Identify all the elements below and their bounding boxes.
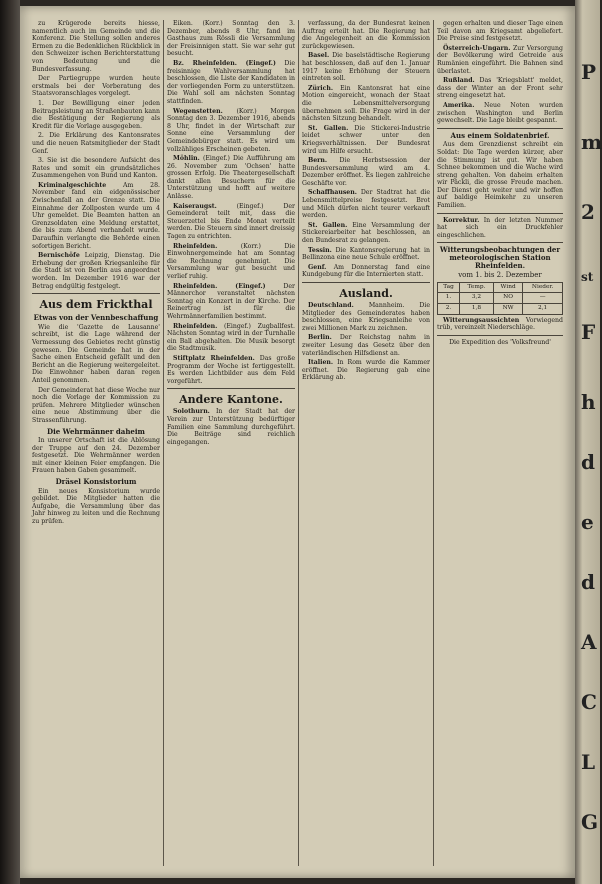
section-title: Kaiseraugst. [173, 202, 217, 210]
divider [32, 293, 160, 294]
table-title: Witterungsbeobachtungen der meteorologischen Station Rheinfelden. [439, 245, 561, 270]
section-title: Witterungsaussichten [443, 316, 520, 324]
section-title: Österreich-Ungarn. [443, 44, 511, 52]
paragraph: verfassung, da der Bundesrat keinen Auftrag erteilt hat. Die Regierung hat die Angelegenheit an die Kommission zurückgewiesen. [302, 20, 430, 50]
column-4 [437, 20, 563, 866]
section-text: Am Donnerstag fand eine Kundgebung für die Internierten statt. [302, 263, 430, 279]
section-heading: Andere Kantone. [179, 393, 283, 407]
section-text: Die Herbstsession der Bundesversammlung wird am 4. Dezember eröffnet. Es liegen zahlreiche Geschäfte vor. [302, 157, 430, 187]
table-header: Tag [438, 282, 460, 293]
section-title: Tessin. [308, 246, 332, 254]
divider [302, 282, 430, 283]
table-header: Wind [493, 282, 522, 293]
section-title: Italien. [308, 359, 334, 367]
next-page-edge [575, 0, 600, 884]
paragraph: Aus dem Grenzdienst schreibt ein Soldat: Die Tage werden kürzer, aber die Stimmung ist gut. Wir haben Schnee bekommen und die Wache wird streng gehalten. Von daheim erhalten wir Päckli, die grosse Freude machen. Der Dienst geht weiter und wir hoffen auf baldige Heimkehr zu unseren Familien. [437, 141, 563, 210]
edge-letter: e [581, 510, 594, 534]
section-title: Rußland. [443, 77, 475, 85]
subheading: Etwas von der Vennbeschaffung [33, 313, 159, 323]
section-title: St. Gallen. [308, 221, 348, 229]
section-text: Leipzig, Dienstag. Die Erhebung der großen Kriegsanleihe für die Stadt ist von Berlin aus angeordnet worden. Im Dezember 1916 war der Betrag endgültig festgelegt. [32, 252, 161, 290]
section-title: Bern. [308, 157, 328, 165]
section-text: (Korr.) Die Einwohnergemeinde hat am Sonntag die Rechnung genehmigt. Die Versammlung war gut besucht und verlief ruhig. [167, 242, 296, 280]
table-cell: 2. [438, 304, 460, 315]
table-header: Nieder. [523, 282, 563, 293]
paragraph: Wie die 'Gazette de Lausanne' schreibt, ist die Lage während der Vermessung des Gebietes recht günstig gewesen. Die Gemeinde hat in der Sache einen Entscheid gefällt und den Bericht an die Regierung weitergeleitet. Die Einwohner haben daran regen Anteil genommen. [32, 323, 160, 384]
section-title: Schaffhausen. [308, 189, 357, 197]
section-title: Korrektur. [443, 216, 480, 224]
table-cell: NW [493, 304, 522, 315]
section-title: Bernischöfe [38, 252, 80, 260]
table-header: Temp. [460, 282, 494, 293]
section-title: Kriminalgeschichte [38, 181, 107, 189]
paragraph: Der Partiegruppe wurden heute erstmals bei der Vorberatung des Staatsvoranschlages vorgelegt. [32, 75, 160, 98]
table-cell: — [523, 293, 563, 304]
edge-letter: h [581, 390, 596, 414]
divider [437, 242, 563, 243]
column-1 [32, 20, 160, 866]
divider [437, 335, 563, 336]
column-rule [298, 20, 299, 866]
footer-note: Die Expedition des 'Volksfreund' [449, 338, 551, 346]
section-title: Zürich. [308, 84, 334, 92]
paragraph: Eiken. (Korr.) Sonntag den 3. Dezember, abends 8 Uhr, fand im Gasthaus zum Rössli die Versammlung der Freisinnigen statt. Sie war sehr gut besucht. [167, 20, 295, 58]
section-title: Rheinfelden. (Eingef.) [173, 282, 266, 290]
section-text: Die Stickerei-Industrie leidet schwer unter den Kriegsverhältnissen. Der Bundesrat wird um Hilfe ersucht. [302, 124, 430, 155]
section-text: Zur Versorgung der Bevölkerung wird Getreide aus Rumänien eingeführt. Die Bahnen sind überlastet. [437, 44, 563, 75]
section-title: Solothurn. [173, 408, 210, 416]
section-title: St. Gallen. [308, 124, 349, 132]
section-text: Die freisinnige Wahlversammlung hat beschlossen, die Liste der Kandidaten in der vorliegenden Form zu unterstützen. Die Wahl soll am nächsten Sonntag stattfinden. [167, 59, 295, 105]
section-text: Das große Programm der Woche ist fertiggestellt. Es werden Lichtbilder aus dem Feld vorgeführt. [167, 354, 295, 385]
section-title: Berlin. [308, 334, 332, 342]
edge-letter: st [581, 270, 594, 284]
section-title: Bz. Rheinfelden. (Eingef.) [173, 59, 276, 67]
column-3 [302, 20, 430, 866]
weather-table [437, 282, 563, 315]
column-rule [163, 20, 164, 866]
section-text: Der Reichstag nahm in zweiter Lesung das Gesetz über den vaterländischen Hilfsdienst an. [302, 334, 430, 357]
divider [437, 128, 563, 129]
section-text: Die Kantonsregierung hat in Bellinzona eine neue Schule eröffnet. [302, 246, 430, 262]
section-text: Der Männerchor veranstaltet nächsten Sonntag ein Konzert in der Kirche. Der Reinertrag ist für die Wehrmännerfamilien bestimmt. [167, 282, 295, 320]
edge-letter: d [581, 450, 595, 474]
section-text: Mannheim. Die Mitglieder des Gemeinderates haben beschlossen, eine Kriegsanleihe von zwei Millionen Mark zu zeichnen. [302, 302, 430, 332]
edge-letter: d [581, 570, 595, 594]
section-title: Deutschland. [308, 302, 354, 309]
section-title: Stiftplatz Rheinfelden. [173, 354, 255, 362]
paragraph: 2. Die Erklärung des Kantonsrates und die neuen Ratsmitglieder der Stadt Genf. [32, 132, 160, 155]
paragraph: In unserer Ortschaft ist die Ablösung der Truppe auf den 24. Dezember festgesetzt. Die Wehrmänner werden mit einer kleinen Feier empfangen. Die Frauen haben Gaben gesammelt. [32, 437, 160, 475]
subheading: Dräsel Konsistorium [55, 477, 137, 487]
section-text: (Eingef.) Die Aufführung am 26. November zum 'Ochsen' hatte grossen Erfolg. Die Theatergesellschaft dankt allen Besuchern für die Unterstützung und hofft auf weitere Anlässe. [167, 155, 296, 201]
section-text: Vorwiegend trüb, vereinzelt Niederschläge. [437, 316, 563, 332]
paragraph: 3. Sie ist die besondere Aufsicht des Rates und somit ein grundsätzliches Zusammengehen von Bund und Kanton. [32, 157, 160, 180]
divider [437, 213, 563, 214]
section-text: Der Stadtrat hat die Lebensmittelpreise festgesetzt. Brot und Milch dürfen nicht teurer verkauft werden. [302, 189, 430, 220]
section-text: In der letzten Nummer hat sich ein Druckfehler eingeschlichen. [437, 216, 564, 239]
newspaper-page [20, 6, 575, 878]
table-subtitle: vom 1. bis 2. Dezember [458, 271, 542, 280]
edge-letter: m [581, 130, 602, 154]
paragraph: 1. Der Bewilligung einer jeden Beitragsleistung an Straßenbauten kann die Bestätigung der Regierung als Kredit für die Vorlage ausgegeben. [32, 99, 160, 130]
section-heading: Ausland. [339, 287, 393, 300]
section-text: In der Stadt hat der Verein zur Unterstützung bedürftiger Familien eine Sammlung durchgeführt. Die Beiträge sind reichlich eingegangen. [167, 408, 295, 446]
edge-letter: F [581, 320, 596, 344]
table-row [438, 293, 563, 304]
section-title: Basel. [308, 52, 330, 60]
section-text: (Korr.) Morgen Sonntag den 3. Dezember 1916, abends 8 Uhr, findet in der Wirtschaft zur Sonne eine Versammlung der Gemeindebürger statt. Es wird um vollzähliges Erscheinen gebeten. [167, 107, 295, 153]
edge-letter: 2 [581, 200, 595, 224]
edge-letter: L [581, 750, 596, 774]
edge-letter: G [581, 810, 599, 834]
section-text: Neue Noten wurden zwischen Washington und Berlin gewechselt. Die Lage bleibt gespannt. [437, 101, 564, 125]
section-text: (Eingef.) Zugballfest. Nächsten Sonntag wird in der Turnhalle ein Ball abgehalten. Die Musik besorgt die Stadtmusik. [167, 322, 295, 353]
table-cell: 1. [438, 293, 460, 304]
section-text: Die baselstädtische Regierung hat beschlossen, daß auf den 1. Januar 1917 keine Erhöhung der Steuern eintreten soll. [302, 52, 430, 83]
edge-letter: P [581, 60, 597, 84]
column-2 [167, 20, 295, 866]
section-heading: Aus einem Soldatenbrief. [450, 130, 550, 140]
section-text: (Eingef.) Der Gemeinderat teilt mit, dass die Steuerzettel bis Ende Monat verteilt werden. Die Steuern sind innert dreissig Tagen zu entrichten. [167, 202, 296, 241]
edge-letter: A [581, 630, 597, 654]
table-cell: 3,2 [460, 293, 494, 304]
section-title: Genf. [308, 263, 327, 271]
section-title: Rheinfelden. [173, 242, 218, 250]
section-text: Ein Kantonsrat hat eine Motion eingereicht, wonach der Staat die Lebensmittelversorgung übernehmen soll. Die Frage wird in der nächsten Sitzung behandelt. [302, 84, 430, 123]
section-text: Am 28. November fand ein eidgenössischer Zwischenfall an der Grenze statt. Die Einnahme der Zollposten wurde um 4 Uhr gemeldet. Die Beamten hatten an Grenzsoldaten eine Meldung erstattet, die bis zum Abend verhandelt wurde. Daraufhin verlangte die Behörde einen sofortigen Bericht. [32, 181, 160, 250]
paragraph: gegen erhalten und dieser Tage einen Teil davon am Kriegsamt abgeliefert. Die Preise sind festgesetzt. [437, 20, 563, 43]
section-title: Wegenstetten. [173, 107, 223, 115]
section-title: Rheinfelden. [173, 322, 218, 330]
section-title: Möhlin. [173, 155, 200, 163]
paragraph: Ein neues Konsistorium wurde gebildet. Die Mitglieder hatten die Aufgabe, die Versammlung über das Jahr hinweg zu leiten und die Rechnung zu prüfen. [32, 487, 160, 526]
paragraph: zu Krügerode bereits hiesse, namentlich auch im Gemeinde und die Konferenz. Die Stellung sollen anderes Ermen zu die Bedenklichen Rückblick in den Schweizer ischen Berichterstattung von Bedeutung und die Bundesverfassung. [32, 20, 160, 73]
subheading: Die Wehrmänner daheim [47, 426, 145, 436]
column-rule [433, 20, 434, 866]
section-text: In Rom wurde die Kammer eröffnet. Die Regierung gab eine Erklärung ab. [302, 359, 430, 382]
section-text: Das 'Kriegsblatt' meldet, dass der Winter an der Front sehr streng eingesetzt hat. [437, 77, 563, 100]
divider [167, 388, 295, 389]
paragraph: Der Gemeinderat hat diese Woche nur noch die Vorlage der Kommission zu prüfen. Mehrere Mitglieder wünschen eine neue Abstimmung über die Strassenführung. [32, 386, 160, 424]
section-text: Eine Versammlung der Stickereiarbeiter hat beschlossen, an den Bundesrat zu gelangen. [302, 221, 430, 245]
book-spine [0, 0, 20, 884]
section-heading: Aus dem Frickthal [39, 298, 153, 312]
table-row [438, 304, 563, 315]
edge-letter: C [581, 690, 597, 714]
table-cell: 2,1 [523, 304, 563, 315]
section-title: Amerika. [443, 101, 475, 109]
table-cell: NO [493, 293, 522, 304]
table-cell: 1,8 [460, 304, 494, 315]
